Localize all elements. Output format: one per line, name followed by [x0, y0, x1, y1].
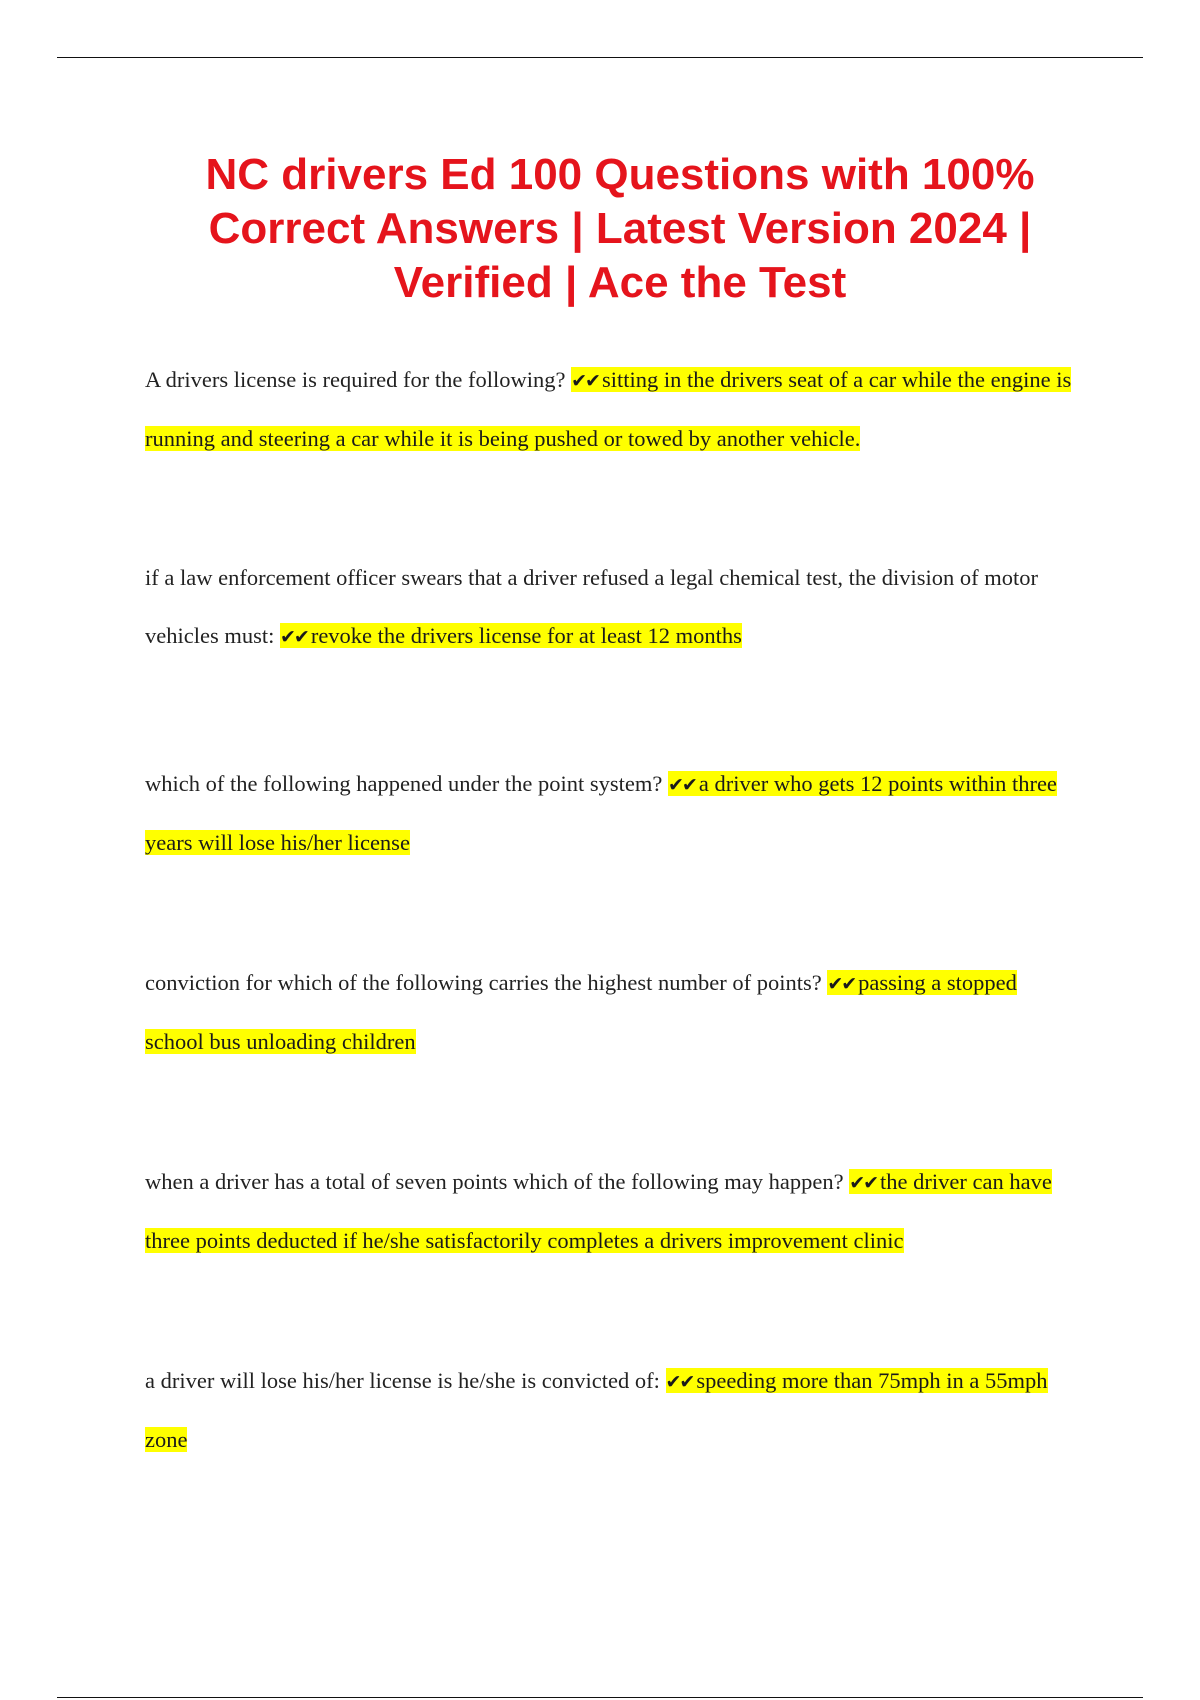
- qa-item-1: [145, 351, 1075, 468]
- check-mark-icon: ✔✔: [827, 973, 856, 995]
- answer-text: a driver who gets 12 points within three years will lose his/her license: [145, 771, 1057, 855]
- bottom-rule: [57, 1697, 1143, 1698]
- answer-text: speeding more than 75mph in a 55mph zone: [145, 1368, 1048, 1452]
- answer-highlight: [280, 623, 742, 648]
- qa-item-3: [145, 755, 1075, 872]
- answer-text: the driver can have three points deducted if he/she satisfactorily completes a drivers improvement clinic: [145, 1169, 1052, 1253]
- question-text: if a law enforcement officer swears that a driver refused a legal chemical test, the division of motor vehicles must:: [145, 565, 1038, 648]
- check-mark-icon: ✔✔: [849, 1172, 878, 1194]
- answer-text: revoke the drivers license for at least 12 months: [310, 623, 742, 648]
- check-mark-icon: ✔✔: [665, 1371, 694, 1393]
- question-text: which of the following happened under the point system?: [145, 771, 663, 796]
- check-mark-icon: ✔✔: [279, 626, 308, 648]
- question-text: A drivers license is required for the following?: [145, 367, 566, 392]
- top-rule: [57, 57, 1143, 58]
- check-mark-icon: ✔✔: [571, 370, 599, 392]
- qa-item-2: [145, 549, 1075, 666]
- question-text: a driver will lose his/her license is he/she is convicted of:: [145, 1368, 660, 1393]
- question-text: when a driver has a total of seven points which of the following may happen?: [145, 1169, 844, 1194]
- answer-text: passing a stopped school bus unloading children: [145, 970, 1017, 1054]
- qa-item-6: [145, 1352, 1075, 1469]
- check-mark-icon: ✔✔: [668, 774, 696, 796]
- document-title: NC drivers Ed 100 Questions with 100% Correct Answers | Latest Version 2024 | Verified | Ace the Test: [205, 150, 1035, 307]
- answer-text: sitting in the drivers seat of a car while the engine is running and steering a car while it is being pushed or towed by another vehicle.: [145, 367, 1072, 451]
- qa-item-4: [145, 954, 1075, 1071]
- question-text: conviction for which of the following carries the highest number of points?: [145, 970, 822, 995]
- qa-item-5: [145, 1153, 1075, 1270]
